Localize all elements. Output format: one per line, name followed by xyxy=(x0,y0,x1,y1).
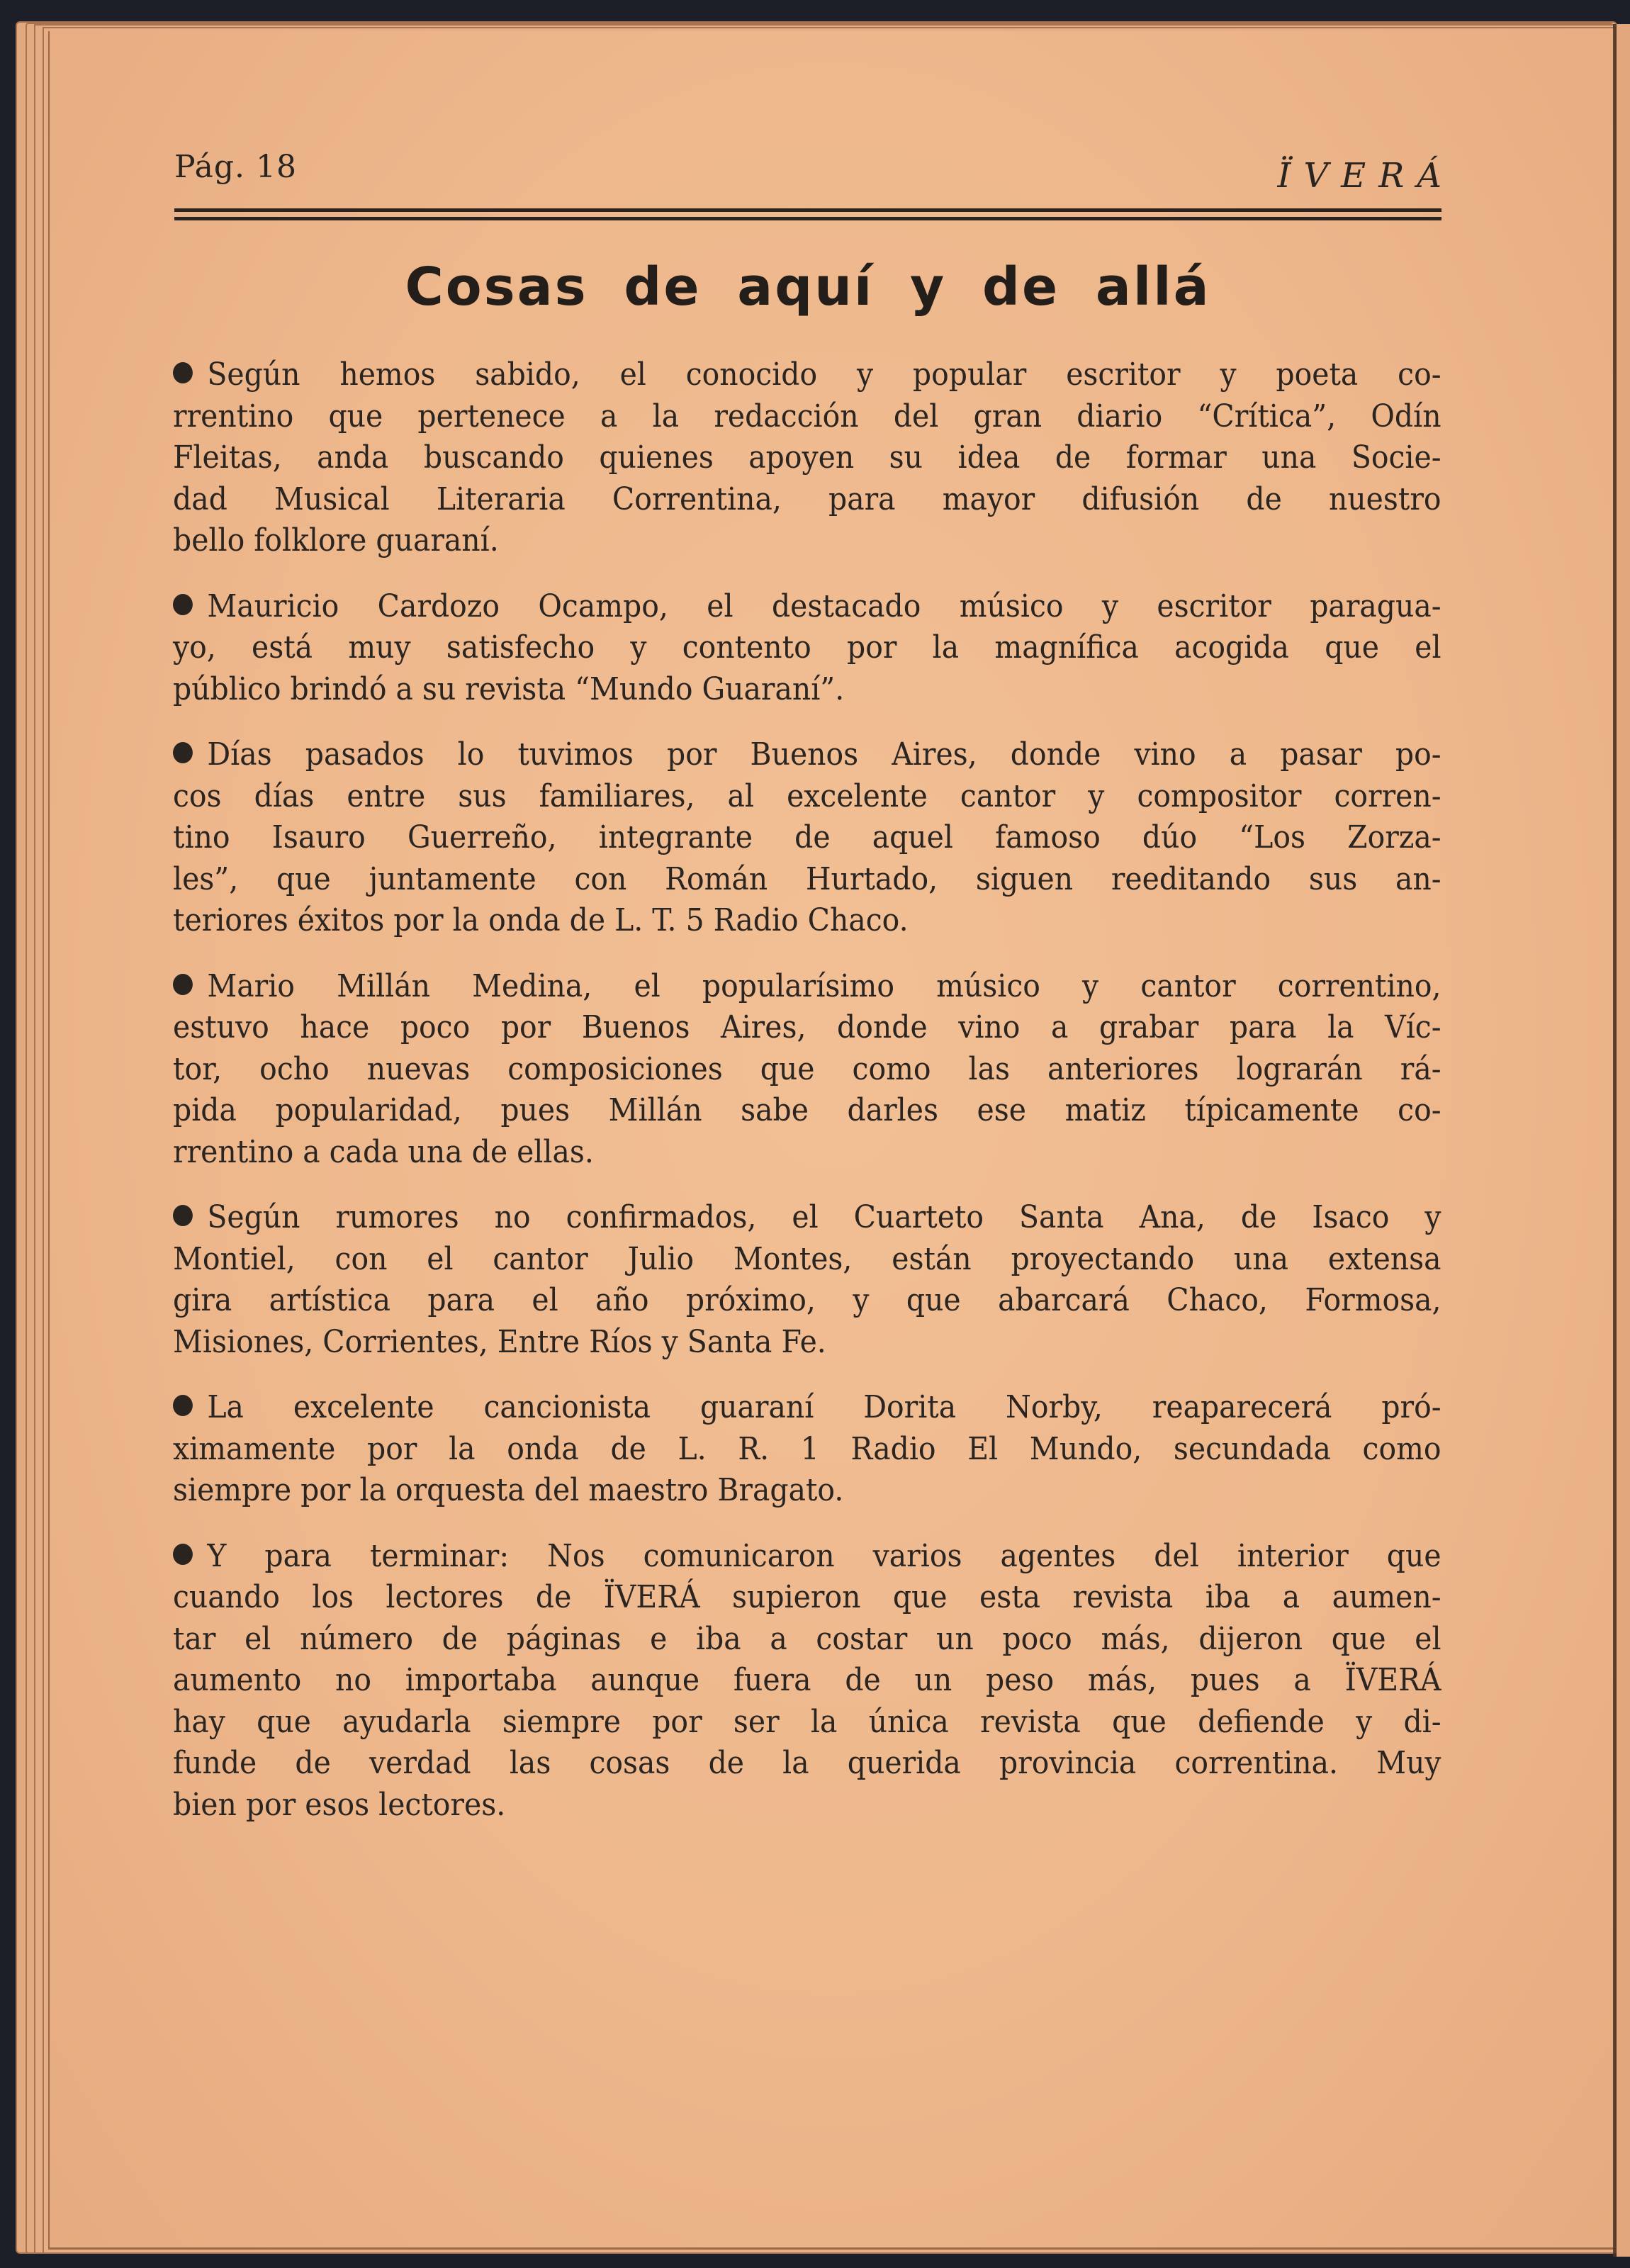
text-line xyxy=(173,1536,1441,1578)
text-line xyxy=(173,734,1441,776)
text-line xyxy=(173,1429,1441,1471)
line-text: rrentino a cada una de ellas. xyxy=(173,1133,594,1170)
text-line xyxy=(173,1387,1441,1429)
line-text: aumento no importaba aunque fuera de un peso más, pues a ÏVERÁ xyxy=(173,1662,1441,1698)
news-item xyxy=(173,1387,1441,1512)
header-rule xyxy=(174,208,1441,212)
line-text: Fleitas, anda buscando quienes apoyen su idea de formar una Socie- xyxy=(173,439,1441,476)
news-item xyxy=(173,734,1441,942)
text-line xyxy=(173,1239,1441,1281)
text-line xyxy=(173,1090,1441,1132)
bullet-icon xyxy=(173,1395,193,1416)
text-line xyxy=(173,1785,1441,1826)
bullet-icon xyxy=(173,1544,193,1565)
news-item xyxy=(173,354,1441,562)
line-text: tor, ocho nuevas composiciones que como las anteriores lograrán rá- xyxy=(173,1050,1441,1087)
text-line xyxy=(173,900,1441,942)
header-rule xyxy=(174,217,1441,220)
bullet-icon xyxy=(173,362,193,383)
line-text: rrentino que pertenece a la redacción del gran diario “Crítica”, Odín xyxy=(173,398,1441,434)
line-text: ximamente por la onda de L. R. 1 Radio El Mundo, secundada como xyxy=(173,1430,1441,1467)
line-text: Misiones, Corrientes, Entre Ríos y Santa Fe. xyxy=(173,1323,826,1360)
text-line xyxy=(173,627,1441,669)
line-text: Mario Millán Medina, el popularísimo músico y cantor correntino, xyxy=(207,967,1441,1004)
line-text: dad Musical Literaria Correntina, para mayor difusión de nuestro xyxy=(173,481,1441,517)
bullet-icon xyxy=(173,742,193,763)
text-line xyxy=(173,776,1441,818)
next-page-edge xyxy=(1617,24,1630,2257)
line-text: tino Isauro Guerreño, integrante de aquel famoso dúo “Los Zorza- xyxy=(173,819,1441,855)
magazine-name: ÏVERÁ xyxy=(1277,156,1454,196)
text-line xyxy=(173,1280,1441,1322)
line-text: siempre por la orquesta del maestro Bragato. xyxy=(173,1472,844,1508)
text-line xyxy=(173,437,1441,479)
bullet-icon xyxy=(173,1205,193,1226)
line-text: bien por esos lectores. xyxy=(173,1786,506,1823)
text-line xyxy=(173,1743,1441,1785)
text-line xyxy=(173,1049,1441,1091)
page-number: Pág. 18 xyxy=(174,149,297,185)
text-line xyxy=(173,669,1441,711)
text-line xyxy=(173,1470,1441,1512)
line-text: Según rumores no confirmados, el Cuarteto Santa Ana, de Isaco y xyxy=(207,1199,1441,1235)
text-line xyxy=(173,1132,1441,1174)
line-text: Y para terminar: Nos comunicaron varios agentes del interior que xyxy=(207,1537,1441,1574)
line-text: funde de verdad las cosas de la querida provincia correntina. Muy xyxy=(173,1745,1441,1781)
line-text: bello folklore guaraní. xyxy=(173,522,499,558)
text-line xyxy=(173,354,1441,396)
text-line xyxy=(173,1322,1441,1364)
article-title: Cosas de aquí y de allá xyxy=(405,257,1211,318)
bullet-icon xyxy=(173,594,193,615)
line-text: teriores éxitos por la onda de L. T. 5 Radio Chaco. xyxy=(173,902,909,938)
line-text: yo, está muy satisfecho y contento por la magnífica acogida que el xyxy=(173,629,1441,666)
line-text: gira artística para el año próximo, y que abarcará Chaco, Formosa, xyxy=(173,1282,1441,1318)
news-item xyxy=(173,586,1441,711)
text-line xyxy=(173,1197,1441,1239)
line-text: tar el número de páginas e iba a costar un poco más, dijeron que el xyxy=(173,1620,1441,1657)
news-item xyxy=(173,1197,1441,1363)
line-text: La excelente cancionista guaraní Dorita Norby, reaparecerá pró- xyxy=(207,1389,1441,1425)
bullet-icon xyxy=(173,974,193,995)
line-text: Mauricio Cardozo Ocampo, el destacado músico y escritor paragua- xyxy=(207,588,1441,624)
text-line xyxy=(173,1577,1441,1619)
news-item xyxy=(173,966,1441,1174)
text-line xyxy=(173,817,1441,859)
line-text: hay que ayudarla siempre por ser la única revista que defiende y di- xyxy=(173,1703,1441,1740)
line-text: público brindó a su revista “Mundo Guaraní”. xyxy=(173,670,845,707)
text-line xyxy=(173,479,1441,521)
running-header xyxy=(174,142,1454,227)
article-body xyxy=(173,354,1441,1850)
news-item xyxy=(173,1536,1441,1826)
line-text: les”, que juntamente con Román Hurtado, siguen reeditando sus an- xyxy=(173,860,1441,897)
line-text: cuando los lectores de ÏVERÁ supieron que esta revista iba a aumen- xyxy=(173,1579,1441,1615)
text-line xyxy=(173,859,1441,901)
text-line xyxy=(173,1702,1441,1744)
line-text: cos días entre sus familiares, al excelente cantor y compositor corren- xyxy=(173,777,1441,814)
line-text: pida popularidad, pues Millán sabe darles ese matiz típicamente co- xyxy=(173,1092,1441,1128)
text-line xyxy=(173,586,1441,628)
line-text: Según hemos sabido, el conocido y popular escritor y poeta co- xyxy=(207,357,1441,393)
text-line xyxy=(173,1660,1441,1702)
line-text: Montiel, con el cantor Julio Montes, están proyectando una extensa xyxy=(173,1240,1441,1277)
line-text: estuvo hace poco por Buenos Aires, donde vino a grabar para la Víc- xyxy=(173,1009,1441,1045)
text-line xyxy=(173,966,1441,1008)
text-line xyxy=(173,396,1441,438)
text-line xyxy=(173,1619,1441,1661)
text-line xyxy=(173,520,1441,562)
line-text: Días pasados lo tuvimos por Buenos Aires, donde vino a pasar po- xyxy=(207,736,1441,773)
text-line xyxy=(173,1007,1441,1049)
